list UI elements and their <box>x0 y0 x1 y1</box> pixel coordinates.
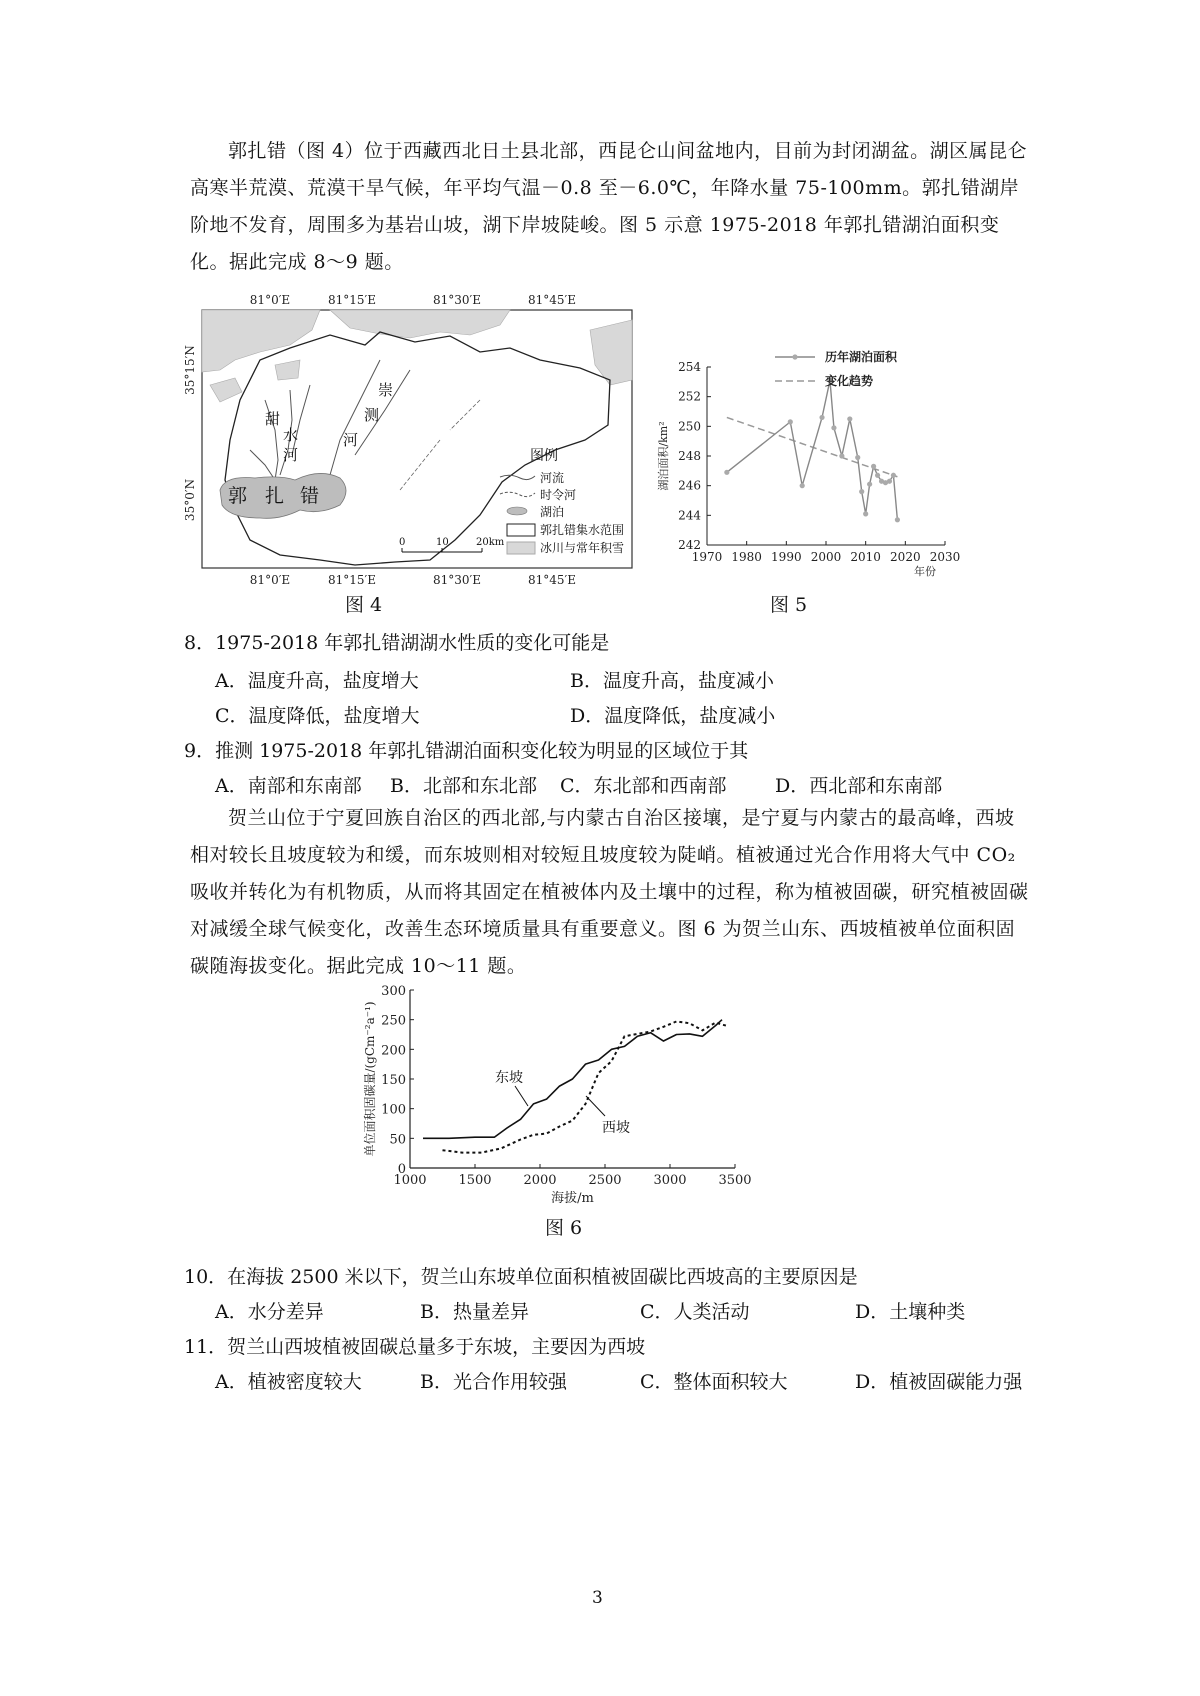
lon-bottom-2: 81°15′E <box>327 573 377 587</box>
question-9-stem: 9．推测 1975-2018 年郭扎错湖泊面积变化较为明显的区域位于其 <box>184 740 749 762</box>
lake-area-point <box>819 415 824 420</box>
x-axis-label: 年份 <box>914 565 936 578</box>
lat-label-1: 35°15′N <box>183 345 197 395</box>
intro-paragraph-2: 贺兰山位于宁夏回族自治区的西北部,与内蒙古自治区接壤，是宁夏与内蒙古的最高峰，西坡相对较长且坡度较为和缓，而东坡则相对较短且坡度较为陡峭。植被通过光合作用将大气中 CO₂ 吸收并转化为有机物质，从而将其固定在植被体内及土壤中的过程，称为植被固碳，研究植被固碳对减缓全球气候变化，改善生态环境质量具有重要意义。图 6 为贺兰山东、西坡植被单位面积固碳随海拔变化。据此完成 10～11 题。 <box>190 807 1029 977</box>
y-tick-label: 254 <box>678 360 701 374</box>
x-tick-label: 1000 <box>393 1173 427 1188</box>
lon-bottom-4: 81°45′E <box>527 573 577 587</box>
lat-label-2: 35°0′N <box>183 478 197 522</box>
lake-area-point <box>847 416 852 421</box>
x-tick-label: 2500 <box>588 1173 622 1188</box>
question-8-option-a[interactable]: A．温度升高，盐度增大 <box>215 670 419 692</box>
lake-area-point <box>800 483 805 488</box>
y-tick-label: 100 <box>381 1102 406 1118</box>
west-slope-pointer <box>586 1096 605 1116</box>
lon-bottom-1: 81°0′E <box>249 573 291 587</box>
legend-marker-area <box>792 354 797 359</box>
legend-title: 图例 <box>530 448 558 464</box>
lake-area-point <box>839 453 844 458</box>
x-tick-label: 1990 <box>771 550 802 564</box>
chongce-char-2: 测 <box>364 406 380 424</box>
tianshui-char-1: 甜 <box>265 410 281 428</box>
y-tick-label: 250 <box>381 1013 406 1029</box>
y-tick-label: 248 <box>678 449 701 463</box>
x-tick-label: 2020 <box>890 550 921 564</box>
question-9-option-a[interactable]: A．南部和东南部 <box>215 775 362 797</box>
y-tick-label: 242 <box>678 538 701 552</box>
y-tick-label: 246 <box>678 478 701 493</box>
lake-area-line <box>727 380 898 519</box>
y-tick-label: 244 <box>678 508 701 523</box>
question-8-stem: 8．1975-2018 年郭扎错湖湖水性质的变化可能是 <box>184 632 610 654</box>
x-tick-label: 2000 <box>523 1173 557 1188</box>
y-tick-label: 0 <box>397 1162 406 1177</box>
east-slope-label: 东坡 <box>495 1070 523 1086</box>
figure-5-caption: 图 5 <box>770 594 808 616</box>
legend-catchment: 郭扎错集水范围 <box>540 523 625 537</box>
lake-area-point <box>871 464 876 469</box>
question-11-stem: 11．贺兰山西坡植被固碳总量多于东坡，主要因为西坡 <box>184 1336 646 1358</box>
legend-river: 河流 <box>540 471 565 485</box>
question-11-option-b[interactable]: B．光合作用较强 <box>420 1371 567 1393</box>
x-tick-label: 2030 <box>929 550 961 564</box>
legend-seasonal-river: 时令河 <box>540 488 577 502</box>
x-tick-label: 1500 <box>458 1173 492 1188</box>
west-slope-line <box>443 1021 726 1152</box>
lake-area-point <box>859 489 864 494</box>
lon-top-4: 81°45′E <box>527 293 577 307</box>
lake-area-point <box>895 517 900 522</box>
lake-area-point <box>887 479 892 484</box>
svg-text:20km: 20km <box>476 537 505 548</box>
figure-5-chart <box>655 345 965 585</box>
question-8-option-d[interactable]: D．温度降低，盐度减小 <box>570 705 776 727</box>
page-number: 3 <box>592 1588 603 1608</box>
chongce-char-3: 河 <box>343 431 359 449</box>
question-11-option-c[interactable]: C．整体面积较大 <box>640 1371 788 1393</box>
y-tick-label: 300 <box>381 984 406 999</box>
lake-area-point <box>875 473 880 478</box>
legend-label-area: 历年湖泊面积 <box>825 350 898 364</box>
question-11-option-d[interactable]: D．植被固碳能力强 <box>855 1371 1023 1393</box>
question-9-option-b[interactable]: B．北部和东北部 <box>390 775 537 797</box>
question-11-option-a[interactable]: A．植被密度较大 <box>215 1371 362 1393</box>
legend-glacier: 冰川与常年积雪 <box>540 541 625 555</box>
x-axis-label: 海拔/m <box>551 1191 594 1206</box>
lake-area-point <box>855 455 860 460</box>
x-tick-label: 1970 <box>691 550 723 564</box>
lon-top-1: 81°0′E <box>249 293 291 307</box>
lake-area-point <box>788 419 793 424</box>
x-tick-label: 3000 <box>653 1173 687 1188</box>
lake-area-point <box>831 425 836 430</box>
west-slope-label: 西坡 <box>602 1120 630 1136</box>
y-axis-label: 单位面积固碳量/(gCm⁻²a⁻¹) <box>363 1001 377 1157</box>
question-10-option-c[interactable]: C．人类活动 <box>640 1301 750 1323</box>
lake-area-point <box>863 511 868 516</box>
tianshui-char-2: 水 <box>283 426 299 444</box>
y-tick-label: 250 <box>678 419 701 434</box>
y-axis-label: 湖泊面积/km² <box>657 421 670 491</box>
lake-area-point <box>724 470 729 475</box>
y-tick-label: 150 <box>381 1073 406 1088</box>
lake-area-point <box>867 482 872 487</box>
lake-char-1: 郭 <box>228 485 248 507</box>
lon-bottom-3: 81°30′E <box>432 573 482 587</box>
chongce-char-1: 崇 <box>378 381 394 399</box>
x-tick-label: 2000 <box>810 550 842 564</box>
intro-paragraph-1: 郭扎错（图 4）位于西藏西北日土县北部，西昆仑山间盆地内，目前为封闭湖盆。湖区属昆仑高寒半荒漠、荒漠干旱气候，年平均气温－0.8 至－6.0℃，年降水量 75-100mm。郭扎错湖岸阶地不发育，周围多为基岩山坡，湖下岸坡陡峻。图 5 示意 1975-2018 年郭扎错湖泊面积变化。据此完成 8～9 题。 <box>190 140 1028 273</box>
figure-6-caption: 图 6 <box>545 1217 583 1239</box>
tianshui-char-3: 河 <box>283 446 299 464</box>
legend-lake: 湖泊 <box>540 505 565 519</box>
figure-4-map <box>180 290 650 590</box>
east-slope-line <box>423 1020 722 1139</box>
x-tick-label: 1980 <box>731 550 762 564</box>
y-tick-label: 252 <box>678 389 701 404</box>
east-slope-pointer <box>515 1086 528 1106</box>
x-tick-label: 3500 <box>718 1173 752 1188</box>
svg-text:0: 0 <box>399 537 406 548</box>
y-tick-label: 50 <box>389 1132 406 1148</box>
question-10-stem: 10．在海拔 2500 米以下，贺兰山东坡单位面积植被固碳比西坡高的主要原因是 <box>184 1266 858 1288</box>
legend-label-trend: 变化趋势 <box>825 374 874 388</box>
question-10-option-a[interactable]: A．水分差异 <box>215 1301 324 1323</box>
question-8-option-c[interactable]: C．温度降低，盐度增大 <box>215 705 420 727</box>
figure-4-caption: 图 4 <box>345 594 383 616</box>
lake-area-point <box>891 473 896 478</box>
lon-top-2: 81°15′E <box>327 293 377 307</box>
lake-char-2: 扎 <box>265 485 285 507</box>
question-8-option-b[interactable]: B．温度升高，盐度减小 <box>570 670 774 692</box>
y-tick-label: 200 <box>381 1043 406 1059</box>
question-9-option-c[interactable]: C．东北部和西南部 <box>560 775 727 797</box>
x-tick-label: 2010 <box>850 550 881 564</box>
question-10-option-d[interactable]: D．土壤种类 <box>855 1301 966 1323</box>
figure-6-chart <box>360 978 780 1210</box>
svg-text:10: 10 <box>436 537 449 548</box>
question-9-option-d[interactable]: D．西北部和东南部 <box>775 775 943 797</box>
lon-top-3: 81°30′E <box>432 293 482 307</box>
lake-char-3: 错 <box>300 485 320 507</box>
question-10-option-b[interactable]: B．热量差异 <box>420 1301 529 1323</box>
